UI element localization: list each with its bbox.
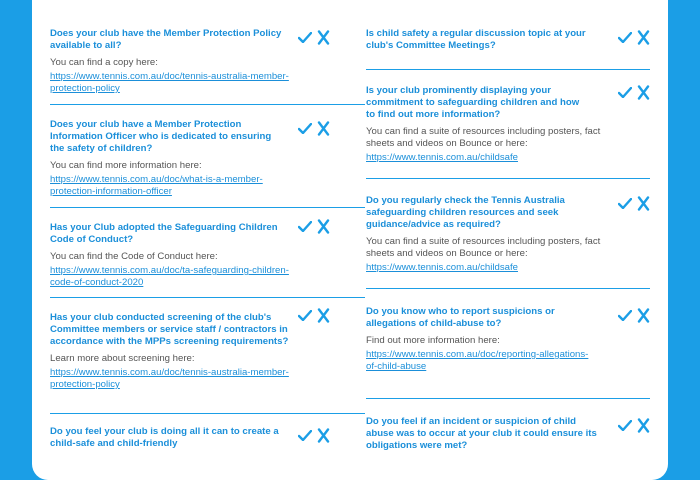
divider: [50, 297, 365, 298]
cross-icon[interactable]: [637, 308, 650, 323]
answer-marks: [298, 219, 330, 234]
question: Do you feel if an incident or suspicion of child abuse was to occur at your club it could ensure its obligations were met?: [366, 416, 597, 451]
resource-link[interactable]: https://www.tennis.com.au/doc/tennis-australia-member-protection-policy: [50, 71, 289, 94]
question: Do you regularly check the Tennis Australia safeguarding children resources and seek guidance/advice as required?: [366, 195, 565, 230]
question: Do you feel your club is doing all it can to create a child-safe and child-friendly: [50, 426, 279, 449]
resource-link[interactable]: https://www.tennis.com.au/doc/reporting-allegations-of-child-abuse: [366, 349, 589, 372]
checklist-item-member-protection-officer: [50, 119, 330, 198]
help-text: You can find a suite of resources including posters, fact sheets and videos on Bounce or here:: [366, 126, 601, 149]
checklist-item-displaying-commitment: [366, 85, 650, 164]
check-icon[interactable]: [298, 221, 312, 232]
check-icon[interactable]: [298, 32, 312, 43]
check-icon[interactable]: [618, 87, 632, 98]
divider: [50, 413, 365, 414]
divider: [366, 178, 650, 179]
answer-marks: [618, 308, 650, 323]
question: Is child safety a regular discussion topic at your club's Committee Meetings?: [366, 28, 586, 51]
checklist-item-child-safe-environment: [50, 426, 330, 450]
cross-icon[interactable]: [637, 418, 650, 433]
checklist-item-meet-obligations: [366, 416, 650, 452]
checklist-item-check-resources: [366, 195, 650, 274]
help-text: Find out more information here:: [366, 335, 500, 346]
answer-marks: [298, 121, 330, 136]
question: Do you know who to report suspicions or allegations of child-abuse to?: [366, 306, 555, 329]
cross-icon[interactable]: [317, 308, 330, 323]
divider: [50, 104, 365, 105]
checklist-card: [32, 0, 668, 480]
check-icon[interactable]: [298, 123, 312, 134]
divider: [50, 207, 365, 208]
cross-icon[interactable]: [317, 428, 330, 443]
cross-icon[interactable]: [317, 121, 330, 136]
help-text: You can find a copy here:: [50, 57, 158, 68]
cross-icon[interactable]: [637, 30, 650, 45]
divider: [366, 288, 650, 289]
answer-marks: [298, 428, 330, 443]
answer-marks: [618, 418, 650, 433]
check-icon[interactable]: [618, 310, 632, 321]
resource-link[interactable]: https://www.tennis.com.au/doc/what-is-a-member-protection-information-officer: [50, 174, 263, 197]
answer-marks: [618, 85, 650, 100]
check-icon[interactable]: [618, 198, 632, 209]
checklist-item-code-of-conduct: [50, 222, 330, 289]
checklist-item-who-to-report: [366, 306, 650, 373]
checklist-item-member-protection-policy: [50, 28, 330, 95]
check-icon[interactable]: [618, 32, 632, 43]
question: Is your club prominently displaying your commitment to safeguarding children and how to find out more information?: [366, 85, 580, 120]
answer-marks: [618, 30, 650, 45]
divider: [366, 69, 650, 70]
help-text: You can find the Code of Conduct here:: [50, 251, 218, 262]
question: Has your club conducted screening of the club's Committee members or service staff / contractors in accordance with the MPPs screening requirements?: [50, 312, 289, 347]
answer-marks: [298, 30, 330, 45]
resource-link[interactable]: https://www.tennis.com.au/doc/tennis-australia-member-protection-policy: [50, 367, 289, 390]
resource-link[interactable]: https://www.tennis.com.au/doc/ta-safeguarding-children-code-of-conduct-2020: [50, 265, 289, 288]
cross-icon[interactable]: [637, 196, 650, 211]
help-text: You can find more information here:: [50, 160, 202, 171]
question: Has your Club adopted the Safeguarding Children Code of Conduct?: [50, 222, 278, 245]
cross-icon[interactable]: [317, 30, 330, 45]
check-icon[interactable]: [298, 430, 312, 441]
resource-link[interactable]: https://www.tennis.com.au/childsafe: [366, 262, 518, 273]
answer-marks: [298, 308, 330, 323]
cross-icon[interactable]: [637, 85, 650, 100]
help-text: You can find a suite of resources including posters, fact sheets and videos on Bounce or here:: [366, 236, 601, 259]
question: Does your club have a Member Protection Information Officer who is dedicated to ensuring the safety of children?: [50, 119, 272, 154]
checklist-item-committee-discussion: [366, 28, 650, 52]
divider: [366, 398, 650, 399]
check-icon[interactable]: [298, 310, 312, 321]
answer-marks: [618, 196, 650, 211]
check-icon[interactable]: [618, 420, 632, 431]
resource-link[interactable]: https://www.tennis.com.au/childsafe: [366, 152, 518, 163]
question: Does your club have the Member Protection Policy available to all?: [50, 28, 282, 51]
cross-icon[interactable]: [317, 219, 330, 234]
checklist-item-screening: [50, 312, 330, 391]
help-text: Learn more about screening here:: [50, 353, 195, 364]
